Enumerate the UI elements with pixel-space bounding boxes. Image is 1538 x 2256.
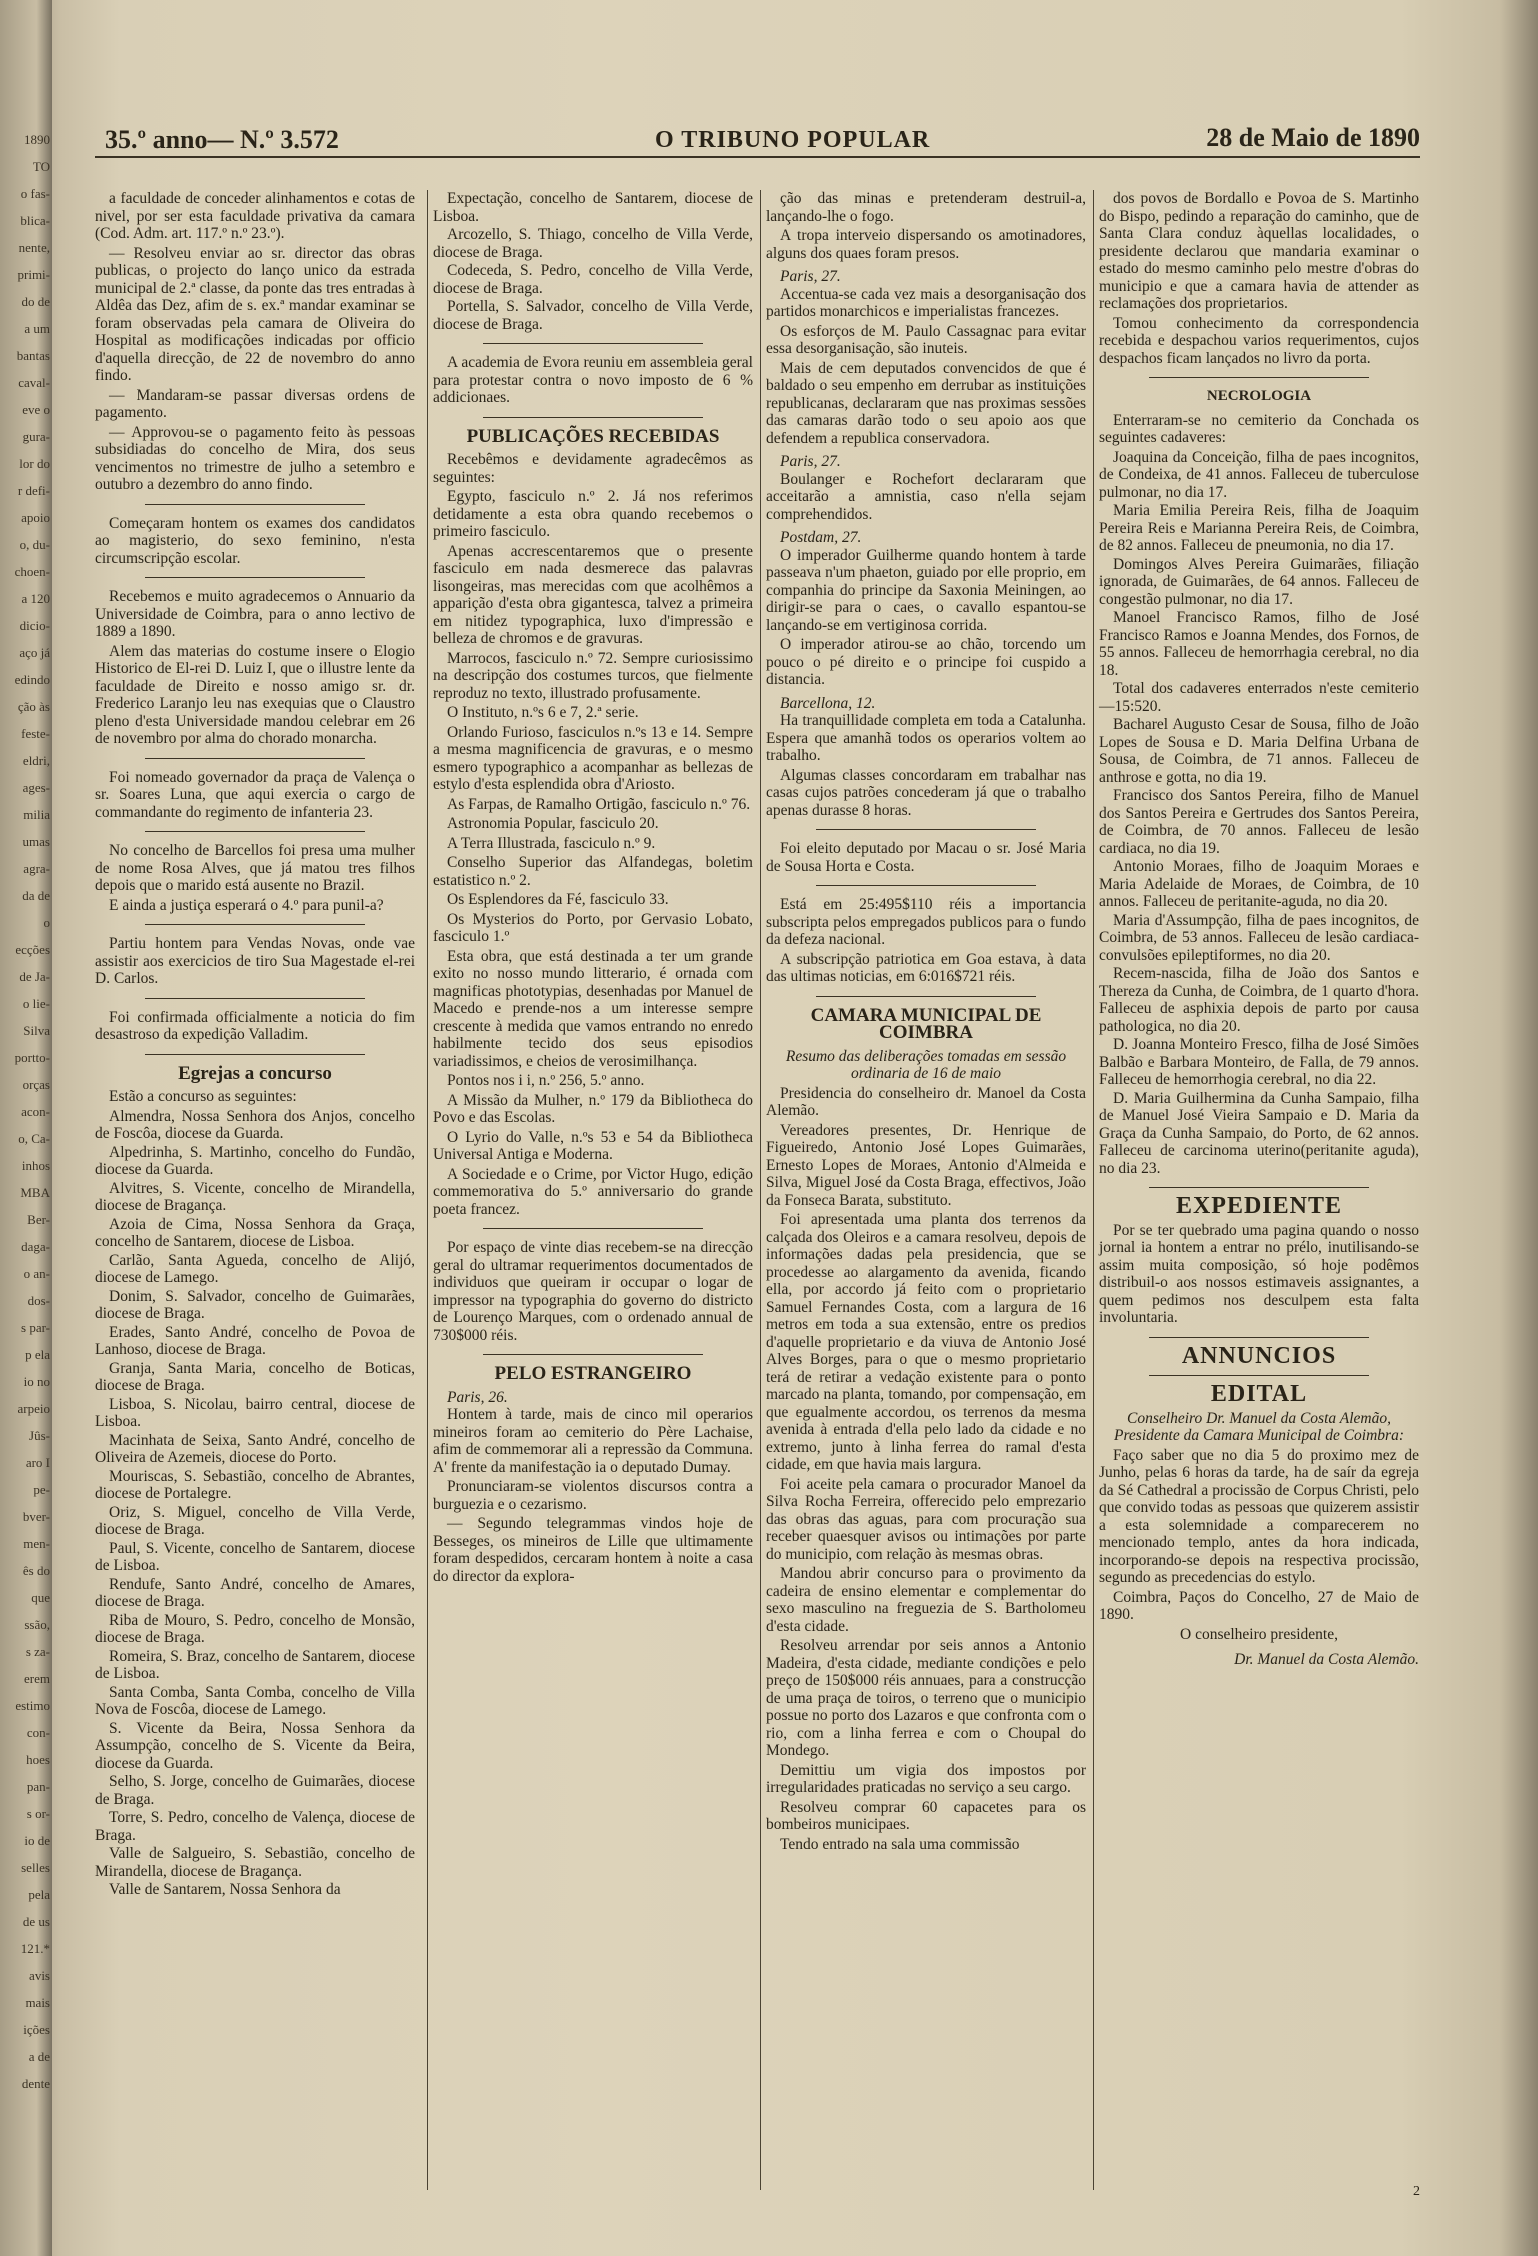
divider <box>145 758 365 759</box>
paragraph: E ainda a justiça esperará o 4.º para punil-a? <box>109 896 384 914</box>
section-heading: EDITAL <box>1210 1381 1308 1407</box>
margin-fragment: agra- <box>23 861 50 876</box>
publication-entry: Pontos nos i i, n.º 256, 5.º anno. <box>447 1072 645 1089</box>
divider <box>483 417 703 418</box>
publication-entry: Os Esplendores da Fé, fasciculo 33. <box>447 891 669 908</box>
list-item: Paul, S. Vicente, concelho de Santarem, diocese de Lisboa. <box>95 1539 415 1574</box>
publication-entry: O Instituto, n.ºs 6 e 7, 2.ª serie. <box>447 704 639 721</box>
list-item: Romeira, S. Braz, concelho de Santarem, diocese de Lisboa. <box>95 1647 415 1682</box>
margin-fragment: dicio- <box>19 618 50 633</box>
margin-fragment: de us <box>22 1914 50 1929</box>
edital-intro: Conselheiro Dr. Manuel da Costa Alemão, Presidente da Camara Municipal de Coimbra: <box>1113 1409 1405 1444</box>
list-item: Almendra, Nossa Senhora dos Anjos, concelho de Foscôa, diocese da Guarda. <box>95 1107 415 1142</box>
paragraph: Os esforços de M. Paulo Cassagnac para evitar essa desorganisação, são inuteis. <box>766 322 1086 357</box>
margin-fragment: que <box>31 1590 50 1605</box>
paragraph: Accentua-se cada vez mais a desorganisação dos partidos monarchicos e imperialistas francezes. <box>766 285 1086 320</box>
paragraph: Presidencia do conselheiro dr. Manoel da Costa Alemão. <box>766 1084 1086 1119</box>
paragraph: Foi aceite pela camara o procurador Manoel da Silva Rocha Ferreira, offerecido pelo emprezario das obras das aguas, para com procuração sua receber quaesquer avisos ou intimações por parte do municipio, com relação às mesmas obras. <box>766 1475 1086 1563</box>
margin-fragment: p ela <box>25 1347 50 1362</box>
list-item: Torre, S. Pedro, concelho de Valença, diocese de Braga. <box>95 1809 415 1844</box>
list-item: Manoel Francisco Ramos, filho de José Francisco Ramos e Joanna Mendes, dos Fornos, de 55 annos. Falleceu de hemorrhagia cerebral, no dia 18. <box>1099 609 1419 679</box>
margin-fragment: milia <box>23 807 50 822</box>
paragraph: A tropa interveio dispersando os amotinadores, alguns dos quaes foram presos. <box>766 227 1086 262</box>
dateline: Paris, 27. <box>780 453 841 470</box>
paragraph: Alem das materias do costume insere o Elogio Historico de El-rei D. Luiz I, que o illustre lente da faculdade de Direito e nosso amigo sr. dr. Frederico Laranjo leu nas exequias que o Claustro pleno d'esta Universidade mandou celebrar em 26 de novembro por alma do chorado monarcha. <box>95 642 415 747</box>
margin-fragment: bantas <box>16 348 50 363</box>
list-item: Maria Emilia Pereira Reis, filha de Joaquim Pereira Reis e Marianna Pereira Reis, de Coimbra, de 82 annos. Falleceu de pneumonia, no dia 17. <box>1099 502 1419 554</box>
margin-fragment: bver- <box>22 1509 50 1524</box>
newspaper-title: O TRIBUNO POPULAR <box>655 127 931 153</box>
margin-fragment: men- <box>23 1536 50 1551</box>
margin-fragment: o an- <box>23 1266 50 1281</box>
margin-fragment: mais <box>25 1995 50 2010</box>
margin-fragment: o <box>43 915 50 930</box>
parish-list-continued <box>433 190 753 333</box>
margin-fragment: Ber- <box>27 1212 50 1227</box>
list-item: Joaquina da Conceição, filha de paes incognitos, de Condeixa, de 41 annos. Falleceu de tuberculose pulmonar, no dia 17. <box>1099 448 1419 501</box>
margin-fragment: s za- <box>25 1644 50 1659</box>
list-item: S. Vicente da Beira, Nossa Senhora da Assumpção, concelho de S. Vicente da Beira, diocese da Guarda. <box>95 1719 415 1772</box>
margin-fragment: orças <box>22 1077 50 1092</box>
margin-fragment: ições <box>23 2022 50 2037</box>
margin-fragment: TO <box>32 159 50 174</box>
paragraph: Começaram hontem os exames dos candidatos ao magisterio, do sexo feminino, n'esta circumscripção escolar. <box>95 514 415 567</box>
paragraph: A academia de Evora reuniu em assembleia geral para protestar contra o novo imposto de 6 % addicionaes. <box>433 354 753 406</box>
publication-entry: Egypto, fasciculo n.º 2. Já nos referimos detidamente a esta obra quando recebemos o primeiro fasciculo. <box>433 488 753 540</box>
margin-fragment: avis <box>29 1968 50 1983</box>
paragraph: Resolveu comprar 60 capacetes para os bombeiros municipaes. <box>766 1798 1086 1833</box>
column-divider <box>1093 190 1094 2190</box>
margin-fragment: ΜΒΑ <box>20 1185 50 1200</box>
paragraph: Por espaço de vinte dias recebem-se na direcção geral do ultramar requerimentos documentados de individuos que queiram ir occupar o logar de impressor na typographia do governo do districto de Lourenço Marques, com o ordenado annual de 730$000 réis. <box>433 1239 753 1344</box>
publication-entry: Os Mysterios do Porto, por Gervasio Lobato, fasciculo 1.º <box>433 910 753 945</box>
paragraph: — Approvou-se o pagamento feito às pessoas subsidiadas do concelho de Mira, dos seus vencimentos no trimestre de julho a setembro e outubro a dezembro do anno findo. <box>95 423 415 493</box>
publication-entry: As Farpas, de Ramalho Ortigão, fasciculo n.º 76. <box>447 795 751 813</box>
margin-fragment: con- <box>26 1725 50 1740</box>
paragraph: Recebemos e muito agradecemos o Annuario da Universidade de Coimbra, para o anno lectivo de 1889 a 1890. <box>95 588 415 640</box>
publication-entry: A Sociedade e o Crime, por Victor Hugo, edição commemorativa do 5.º anniversario do grande poeta francez. <box>433 1165 753 1218</box>
paragraph: Foi confirmada officialmente a noticia do fim desastroso da expedição Valladim. <box>95 1008 415 1043</box>
list-item: D. Maria Guilhermina da Cunha Sampaio, filha de Manuel José Vieira Sampaio e D. Maria da Graça da Cunha Sampaio, do Porto, de 62 annos. Falleceu de carcinoma uterino(peritanite aguda), no dia 23. <box>1099 1089 1419 1177</box>
margin-fragment: 1890 <box>24 132 50 147</box>
paragraph: Resolveu arrendar por seis annos a Antonio Madeira, d'esta cidade, mediante condições e pelo preço de 150$000 réis annuaes, para a construcção de uma praça de toiros, o terreno que o municipio possue no porto dos Lazaros e que confronta com o rio, com a linha ferrea e com o Choupal do Mondego. <box>766 1637 1086 1759</box>
paragraph: Coimbra, Paços do Concelho, 27 de Maio de 1890. <box>1099 1588 1419 1623</box>
list-item: Valle de Santarem, Nossa Senhora da <box>109 1881 341 1898</box>
margin-fragment: a de <box>28 2049 50 2064</box>
paragraph: Apenas accrescentaremos que o presente fasciculo em nada desmerece das palavras lisongeiras, mas merecidas com que acolhêmos a apparição d'esta obra gigantesca, talvez a primeira em nitidez typographica, luxo d'impressão e belleza de chromos e de gravuras. <box>433 542 753 647</box>
paragraph: — Segundo telegrammas vindos hoje de Besseges, os mineiros de Lille que ultimamente foram despedidos, cercaram hontem à noite a casa do director da explora- <box>433 1515 753 1585</box>
list-item: Erades, Santo André, concelho de Povoa de Lanhoso, diocese de Braga. <box>95 1323 415 1358</box>
margin-fragment: pan- <box>26 1779 50 1794</box>
publication-entry: O Lyrio do Valle, n.ºs 53 e 54 da Bibliotheca Universal Antiga e Moderna. <box>433 1128 753 1163</box>
paragraph: Tomou conhecimento da correspondencia recebida e despachou varios requerimentos, cujos despachos ficam lançados no livro da porta. <box>1099 314 1419 367</box>
page-number: 2 <box>1413 2184 1420 2199</box>
list-item: Lisboa, S. Nicolau, bairro central, diocese de Lisboa. <box>95 1395 415 1430</box>
dateline: Barcellona, 12. <box>780 694 876 712</box>
paragraph: Vereadores presentes, Dr. Henrique de Figueiredo, Antonio José Lopes Guimarães, Ernesto Lopes de Moraes, Antonio d'Almeida e Silva, Miguel José da Costa Braga, effectivos, João da Fonseca Barata, substituto. <box>766 1121 1086 1209</box>
list-item: Arcozello, S. Thiago, concelho de Villa Verde, diocese de Braga. <box>433 226 753 261</box>
divider <box>816 996 1036 997</box>
paragraph: Algumas classes concordaram em trabalhar nas casas cujos patrões concederam já que o trabalho apenas durasse 8 horas. <box>766 766 1086 819</box>
publication-entry: Astronomia Popular, fasciculo 20. <box>447 815 659 832</box>
margin-fragment: 121.* <box>20 1941 50 1956</box>
margin-fragment: a 120 <box>21 591 50 606</box>
margin-fragment: ecções <box>15 942 50 957</box>
divider <box>145 504 365 505</box>
paragraph: Hontem à tarde, mais de cinco mil operarios mineiros foram ao cemiterio do Père Lachaise, afim de commemorar ali a repressão da Communa. A' frente da manifestação ia o deputado Dumay. <box>433 1406 753 1476</box>
list-item: Oriz, S. Miguel, concelho de Villa Verde, diocese de Braga. <box>95 1503 415 1538</box>
publication-entry: A Terra Illustrada, fasciculo n.º 9. <box>447 834 656 852</box>
paragraph: O imperador atirou-se ao chão, torcendo um pouco o pé direito e o principe foi cuspido a distancia. <box>766 636 1086 688</box>
margin-fragment: r defi- <box>17 483 50 498</box>
divider <box>145 998 365 999</box>
margin-fragment: do de <box>21 294 50 309</box>
signature-line: Dr. Manuel da Costa Alemão. <box>1234 1651 1419 1668</box>
paragraph: Pronunciaram-se violentos discursos contra a burguezia e o cezarismo. <box>433 1478 753 1513</box>
margin-fragment: erem <box>24 1671 50 1686</box>
margin-fragment: umas <box>22 834 50 849</box>
margin-fragment: inhos <box>21 1158 50 1173</box>
paragraph: — Resolveu enviar ao sr. director das obras publicas, o projecto do lanço unico da estrada municipal de 2.ª classe, da ponte das tres entradas à Aldêa das Dez, afim de s. ex.ª mandar examinar se foram observadas pela camara de Oliveira do Hospital as modificações indicadas por officio d'aquella direcção, de 22 de novembro do anno findo. <box>95 244 415 384</box>
margin-fragment: dente <box>21 2076 50 2091</box>
column-1 <box>95 190 415 1900</box>
paragraph: Demittiu um vigia dos impostos por irregularidades praticadas no serviço a seu cargo. <box>766 1761 1086 1796</box>
paragraph: Foi nomeado governador da praça de Valença o sr. Soares Luna, que aqui exercia o cargo de commandante do regimento de infanteria 23. <box>95 768 415 821</box>
dateline: Postdam, 27. <box>780 529 862 546</box>
column-divider <box>760 190 761 2190</box>
margin-fragment: ção às <box>17 699 50 714</box>
paragraph: O imperador Guilherme quando hontem à tarde passeava n'um phaeton, guiado por elle proprio, em companhia do principe da Saxonia Meiningen, ao dirigir-se para o caes, o cavallo espantou-se lançando-se em vertiginosa corrida. <box>766 546 1086 634</box>
section-heading: ANNUNCIOS <box>1181 1342 1337 1369</box>
divider <box>816 885 1036 886</box>
previous-page-edge <box>0 0 52 2256</box>
margin-fragment: io no <box>23 1374 50 1389</box>
paragraph: Recebêmos e devidamente agradecêmos as seguintes: <box>433 451 753 486</box>
margin-fragment: o fas- <box>20 186 50 201</box>
list-item: Codeceda, S. Pedro, concelho de Villa Verde, diocese de Braga. <box>433 262 753 297</box>
paragraph: No concelho de Barcellos foi presa uma mulher de nome Rosa Alves, que já matou tres filhos depois que o marido está ausente no Brazil. <box>95 842 415 894</box>
divider <box>145 831 365 832</box>
margin-fragment: a um <box>24 321 50 336</box>
margin-fragment: gura- <box>22 429 50 444</box>
margin-fragment: nente, <box>18 240 50 255</box>
margin-fragment: eve o <box>22 402 50 417</box>
margin-fragment: aço já <box>19 645 50 660</box>
margin-fragment: ssão, <box>24 1617 50 1632</box>
publication-entry: Marrocos, fasciculo n.º 72. Sempre curiosissimo na descripção dos costumes turcos, que fielmente reproduz no texto, illustrado profusamente. <box>433 649 753 702</box>
divider <box>145 924 365 925</box>
list-item: Alvitres, S. Vicente, concelho de Mirandella, diocese de Bragança. <box>95 1179 415 1214</box>
parish-list <box>95 1108 415 1899</box>
margin-fragment: edindo <box>14 672 50 687</box>
paragraph: Por se ter quebrado uma pagina quando o nosso jornal ia hontem a entrar no prélo, inutilisando-se assim muita composição, só hoje podêmos distribuil-o aos nossos estimaveis assignantes, a quem pedimos nos desculpem esta falta involuntaria. <box>1099 1221 1419 1326</box>
margin-fragment: Silva <box>23 1023 50 1038</box>
divider <box>816 829 1036 830</box>
margin-fragment: daga- <box>21 1239 50 1254</box>
margin-fragment: hoes <box>26 1752 50 1767</box>
column-4 <box>1099 190 1419 1669</box>
section-heading: CAMARA MUNICIPAL DE COIMBRA <box>810 1004 1042 1043</box>
margin-fragment: feste- <box>21 726 50 741</box>
section-heading: PUBLICAÇÕES RECEBIDAS <box>466 425 720 447</box>
margin-fragment: lor do <box>19 456 50 471</box>
divider <box>483 343 703 344</box>
paragraph: Estão a concurso as seguintes: <box>109 1088 297 1105</box>
list-item: Donim, S. Salvador, concelho de Guimarães, diocese de Braga. <box>95 1287 415 1322</box>
margin-fragment: acon- <box>21 1104 50 1119</box>
section-heading: EXPEDIENTE <box>1175 1193 1343 1219</box>
issue-number: 35.º anno— N.º 3.572 <box>105 125 339 154</box>
list-item: Francisco dos Santos Pereira, filho de Manuel dos Santos Pereira e Gertrudes dos Santos Pereira, de Coimbra, de 70 annos. Falleceu de lesão cardiaca, no dia 19. <box>1099 787 1419 857</box>
margin-fragment: o, du- <box>19 537 50 552</box>
publication-entry: A Missão da Mulher, n.º 179 da Bibliotheca do Povo e das Escolas. <box>433 1091 753 1126</box>
column-divider <box>427 190 428 2190</box>
margin-fragment: s par- <box>21 1320 50 1335</box>
section-heading: Egrejas a concurso <box>178 1062 332 1084</box>
margin-fragment: da de <box>22 888 50 903</box>
column-2 <box>433 190 753 1587</box>
list-item: Alpedrinha, S. Martinho, concelho do Fundão, diocese da Guarda. <box>95 1143 415 1178</box>
paragraph: A subscripção patriotica em Goa estava, à data das ultimas noticias, em 6:016$721 réis. <box>766 950 1086 985</box>
margin-fragment: s or- <box>26 1806 50 1821</box>
list-item: Azoia de Cima, Nossa Senhora da Graça, concelho de Santarem, diocese de Lisboa. <box>95 1215 415 1250</box>
margin-fragment: dos- <box>27 1293 50 1308</box>
paragraph: Foi eleito deputado por Macau o sr. José Maria de Sousa Horta e Costa. <box>766 840 1086 875</box>
list-item: Selho, S. Jorge, concelho de Guimarães, diocese de Braga. <box>95 1773 415 1808</box>
paragraph: — Mandaram-se passar diversas ordens de pagamento. <box>95 386 415 421</box>
margin-fragment: pe- <box>33 1482 50 1497</box>
issue-date: 28 de Maio de 1890 <box>1206 123 1420 152</box>
paragraph: Está em 25:495$110 réis a importancia subscripta pelos empregados publicos para o fundo da defeza nacional. <box>766 896 1086 948</box>
paragraph: a faculdade de conceder alinhamentos e cotas de nivel, por ser esta faculdade privativa da camara (Cod. Adm. art. 117.º n.º 23.º). <box>95 190 415 242</box>
paragraph: Esta obra, que está destinada a ter um grande exito no nosso mundo litterario, é ornada com magnificas phototypias, desenhadas por Manuel de Macedo e prende-nos a um interesse sempre crescente à medida que vamos entrando no enredo habilmente tecido dos seus episodios variadissimos, e cheios de verosimilhança. <box>433 947 753 1070</box>
list-item: Portella, S. Salvador, concelho de Villa Verde, diocese de Braga. <box>433 298 753 333</box>
margin-fragment: arpeio <box>17 1401 50 1416</box>
publication-entry: Orlando Furioso, fasciculos n.ºs 13 e 14. Sempre a mesma magnificencia de gravuras, e o mesmo esmero typographico a acompanhar as bellezas de estylo d'esta esplendida obra d'Ariosto. <box>433 723 753 793</box>
list-item: Maria d'Assumpção, filha de paes incognitos, de Coimbra, de 53 annos. Falleceu de lesão cardiaca-convulsões epileptiformes, no dia 20. <box>1099 911 1419 964</box>
margin-fragment: blica- <box>20 213 50 228</box>
paragraph: Boulanger e Rochefort declararam que acceitarão a amnistia, caso n'ella sejam comprehendidos. <box>766 470 1086 523</box>
publication-entry: Conselho Superior das Alfandegas, boletim estatistico n.º 2. <box>433 854 753 889</box>
margin-fragment: o, Ca- <box>18 1131 50 1146</box>
section-heading: NECROLOGIA <box>1206 388 1312 404</box>
margin-fragment: estimo <box>15 1698 50 1713</box>
list-item: Carlão, Santa Agueda, concelho de Alijó, diocese de Lamego. <box>95 1251 415 1286</box>
margin-fragment: choen- <box>14 564 50 579</box>
margin-fragment: o lie- <box>22 996 50 1011</box>
section-subheading: Resumo das deliberações tomadas em sessão ordinaria de 16 de maio <box>785 1047 1067 1082</box>
margin-fragment: aro I <box>25 1455 50 1470</box>
margin-fragment: Jûs- <box>29 1428 50 1443</box>
dateline: Paris, 26. <box>447 1388 508 1406</box>
margin-fragment: portto- <box>14 1050 50 1065</box>
list-item: Macinhata de Seixa, Santo André, concelho de Oliveira de Azemeis, diocese do Porto. <box>95 1431 415 1466</box>
paragraph: ção das minas e pretenderam destruil-a, lançando-lhe o fogo. <box>766 190 1086 225</box>
margin-fragment: pela <box>28 1887 50 1902</box>
divider <box>1149 1337 1369 1338</box>
list-item: D. Joanna Monteiro Fresco, filha de José Simões Balbão e Barbara Monteiro, de Falla, de 79 annos. Falleceu de hemorrhogia cerebral, no dia 22. <box>1099 1036 1419 1088</box>
list-item: Total dos cadaveres enterrados n'este cemiterio—15:520. <box>1099 680 1419 715</box>
list-item: Domingos Alves Pereira Guimarães, filiação ignorada, de Guimarães, de 64 annos. Falleceu de congestão pulmonar, no dia 17. <box>1099 555 1419 608</box>
list-item: Recem-nascida, filha de João dos Santos e Thereza da Cunha, de Coimbra, de 1 quarto d'hora. Falleceu de asphixia depois de parto por causa pathologica, no dia 20. <box>1099 965 1419 1035</box>
list-item: Bacharel Augusto Cesar de Sousa, filho de João Lopes de Sousa e D. Maria Delfina Urbana de Sousa, de Coimbra, de 71 annos. Falleceu de anthrose e gotta, no dia 19. <box>1099 716 1419 786</box>
newspaper-page <box>95 110 1420 2200</box>
margin-fragment: primi- <box>17 267 50 282</box>
divider <box>145 577 365 578</box>
dateline: Paris, 27. <box>780 268 841 285</box>
list-item: Riba de Mouro, S. Pedro, concelho de Monsão, diocese de Braga. <box>95 1611 415 1646</box>
list-item: Expectação, concelho de Santarem, diocese de Lisboa. <box>433 190 753 225</box>
margin-fragment: ages- <box>22 780 50 795</box>
list-item: Mouriscas, S. Sebastião, concelho de Abrantes, diocese de Portalegre. <box>95 1467 415 1502</box>
list-item: Antonio Moraes, filho de Joaquim Moraes e Maria Adelaide de Moraes, de Coimbra, de 10 annos. Falleceu de peritanite-aguda, no dia 20. <box>1099 858 1419 910</box>
divider <box>483 1228 703 1229</box>
paragraph: Tendo entrado na sala uma commissão <box>780 1835 1020 1853</box>
list-item: Rendufe, Santo André, concelho de Amares, diocese de Braga. <box>95 1575 415 1610</box>
margin-fragment: selles <box>21 1860 50 1875</box>
margin-fragment: caval- <box>18 375 50 390</box>
divider <box>1149 1187 1369 1188</box>
paragraph: dos povos de Bordallo e Povoa de S. Martinho do Bispo, pedindo a reparação do caminho, que de Santa Clara conduz àquellas localidades, o presidente declarou que mandaria examinar o estado do mesmo caminho pelo mestre d'obras do municipio e que a camara havia de attender as reclamações dos proprietarios. <box>1099 190 1419 312</box>
paragraph: O conselheiro presidente, <box>1180 1625 1338 1643</box>
margin-fragment: de Ja- <box>19 969 50 984</box>
margin-fragment: io de <box>24 1833 50 1848</box>
divider <box>145 1054 365 1055</box>
margin-fragment: eldri, <box>22 753 50 768</box>
paragraph: Enterraram-se no cemiterio da Conchada os seguintes cadaveres: <box>1099 411 1419 446</box>
divider <box>1149 377 1369 378</box>
divider <box>483 1354 703 1355</box>
list-item: Santa Comba, Santa Comba, concelho de Villa Nova de Foscôa, diocese de Lamego. <box>95 1683 415 1718</box>
margin-fragment: ês do <box>22 1563 50 1578</box>
paragraph: Partiu hontem para Vendas Novas, onde vae assistir aos exercicios de tiro Sua Magestade el-rei D. Carlos. <box>95 935 415 987</box>
paragraph: Ha tranquillidade completa em toda a Catalunha. Espera que amanhã todos os operarios voltem ao trabalho. <box>766 712 1086 764</box>
column-3 <box>766 190 1086 1855</box>
list-item: Granja, Santa Maria, concelho de Boticas, diocese de Braga. <box>95 1359 415 1394</box>
obituary-list <box>1099 449 1419 1178</box>
paragraph: Foi apresentada uma planta dos terrenos da calçada dos Oleiros e a camara resolveu, depois de informações dadas pela presidencia, que se procedesse ao alargamento da avenida, ficando ella, por accordo já feito com o proprietario Samuel Fernandes Costa, com a largura de 16 metros em toda a sua extensão, entre os predios d'aquelle proprietario e da viuva de Antonio José Alves Borges, para o que o mesmo proprietario terá de retirar a vedação existente para o ponto marcado na planta, tomando, por compensação, em que egualmente accordou, os terrenos da mesma avenida à entrada d'ella pelo lado da cidade e no extremo, junto à linha ferrea do ramal d'esta cidade, em que havia mais largura. <box>766 1211 1086 1473</box>
paragraph: Mais de cem deputados convencidos de que é baldado o seu empenho em derrubar as instituições republicanas, declararam que nas proximas sessões das camaras darão todo o seu apoio aos que defendem a republica conservadora. <box>766 359 1086 447</box>
masthead <box>95 110 1420 158</box>
margin-fragment: apoio <box>21 510 50 525</box>
paragraph: Faço saber que no dia 5 do proximo mez de Junho, pelas 6 horas da tarde, ha de saír da egreja da Sé Cathedral a procissão de Corpus Christi, pelo que convido todas as pessoas que quizerem assistir a esta solemnidade a comparecerem no mencionado templo, antes da hora indicada, incorporando-se depois na respectiva procissão, segundo as precedencias do estylo. <box>1099 1446 1419 1586</box>
divider <box>1149 1375 1369 1376</box>
section-heading: PELO ESTRANGEIRO <box>494 1363 692 1384</box>
list-item: Valle de Salgueiro, S. Sebastião, concelho de Mirandella, diocese de Bragança. <box>95 1845 415 1880</box>
paragraph: Mandou abrir concurso para o provimento da cadeira de ensino elementar e complementar do sexo masculino na freguezia de S. Bartholomeu d'esta cidade. <box>766 1565 1086 1635</box>
